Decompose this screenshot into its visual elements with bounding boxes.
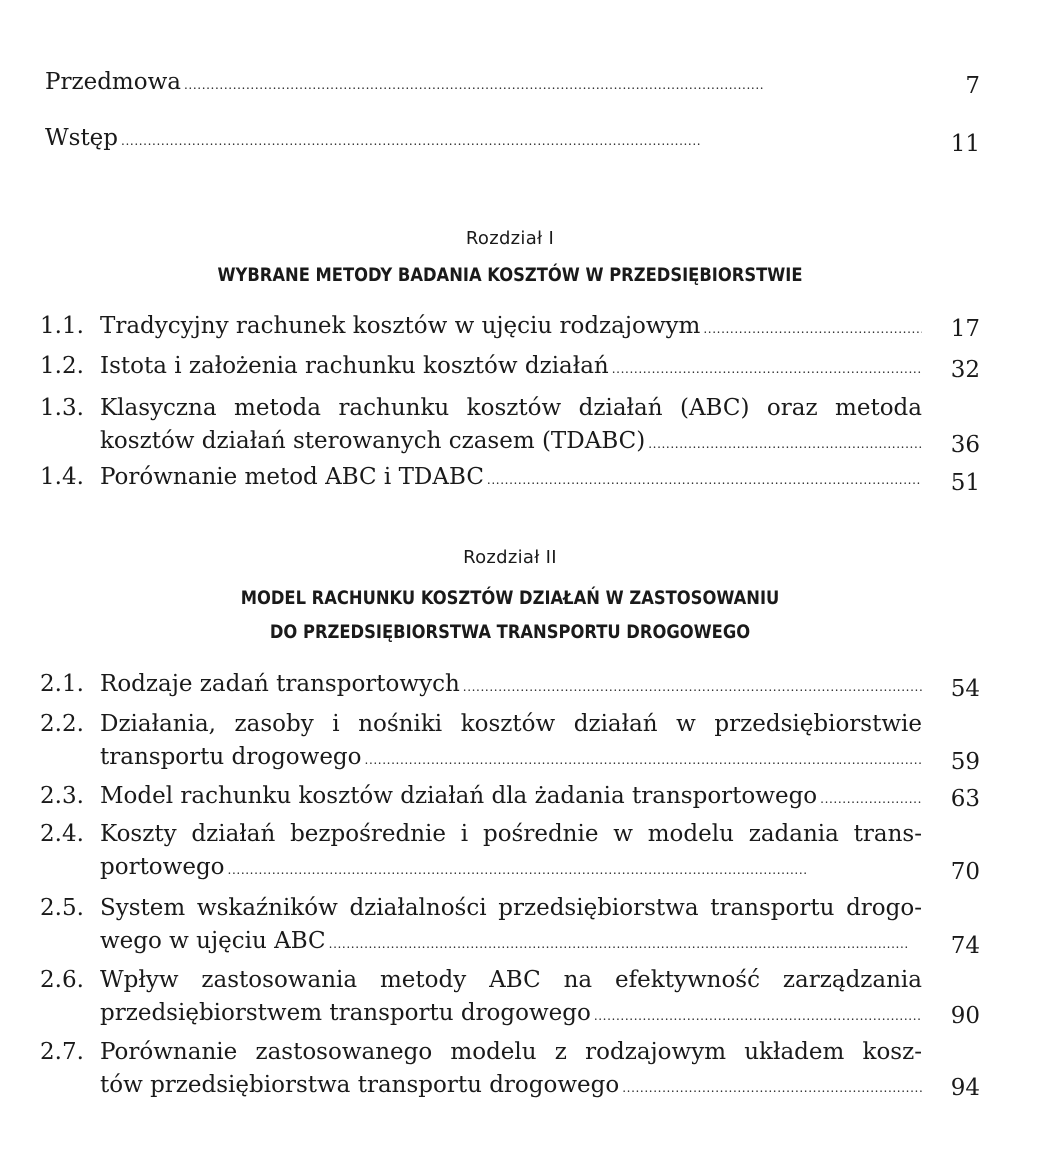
entry-number: 2.7. xyxy=(40,1039,84,1065)
entry-title: portowego xyxy=(100,854,225,880)
chapter-2-label: Rozdział II xyxy=(463,547,557,568)
leader-dots xyxy=(329,934,922,954)
entry-title: transportu drogowego xyxy=(100,744,362,770)
entry-number: 2.4. xyxy=(40,821,84,847)
entry-title: tów przedsiębiorstwa transportu drogowego xyxy=(100,1072,620,1098)
leader-dots xyxy=(594,1006,922,1026)
entry-title-line: System wskaźników działalności przedsiębiorstwa transportu drogo- xyxy=(100,895,922,921)
entry-title: wego w ujęciu ABC xyxy=(100,928,326,954)
entry-number: 2.6. xyxy=(40,967,84,993)
entry-number: 1.3. xyxy=(40,395,84,421)
entry-number: 2.2. xyxy=(40,711,84,737)
leader-dots xyxy=(703,319,922,339)
entry-title-line: Porównanie zastosowanego modelu z rodzajowym układem kosz- xyxy=(100,1039,922,1065)
chapter-1-label: Rozdział I xyxy=(465,228,555,249)
entry-page-number: 63 xyxy=(950,786,980,812)
entry-number: 2.3. xyxy=(40,783,84,809)
leader-dots xyxy=(121,131,922,151)
entry-title-line: Koszty działań bezpośrednie i pośrednie w modelu zadania trans- xyxy=(100,821,922,847)
entry-title-line: Klasyczna metoda rachunku kosztów działań (ABC) oraz metoda xyxy=(100,395,922,421)
entry-page-number: 94 xyxy=(950,1075,980,1101)
leader-dots xyxy=(648,434,922,454)
entry-page-number: 51 xyxy=(950,470,980,496)
entry-page-number: 70 xyxy=(950,859,980,885)
entry-title: Tradycyjny rachunek kosztów w ujęciu rodzajowym xyxy=(100,313,701,339)
entry-title: Model rachunku kosztów działań dla żadania transportowego xyxy=(100,783,818,809)
entry-title-line: Wpływ zastosowania metody ABC na efektywność zarządzania xyxy=(100,967,922,993)
chapter-1-title: WYBRANE METODY BADANIA KOSZTÓW W PRZEDSIĘBIORSTWIE xyxy=(217,264,803,286)
entry-title: Porównanie metod ABC i TDABC xyxy=(100,464,484,490)
entry-title: przedsiębiorstwem transportu drogowego xyxy=(100,1000,591,1026)
entry-number: 2.5. xyxy=(40,895,84,921)
entry-page-number: 74 xyxy=(950,933,980,959)
chapter-2-title-line-2: DO PRZEDSIĘBIORSTWA TRANSPORTU DROGOWEGO xyxy=(269,621,751,643)
entry-page-number: 54 xyxy=(950,676,980,702)
entry-page-number: 17 xyxy=(950,316,980,342)
entry-title: Wstęp xyxy=(45,125,119,151)
entry-title: Rodzaje zadań transportowych xyxy=(100,671,460,697)
leader-dots xyxy=(365,750,922,770)
leader-dots xyxy=(463,677,922,697)
entry-page-number: 7 xyxy=(965,73,980,99)
entry-title: Przedmowa xyxy=(45,69,181,95)
leader-dots xyxy=(184,75,922,95)
entry-number: 2.1. xyxy=(40,671,84,697)
entry-number: 1.2. xyxy=(40,353,84,379)
entry-title: kosztów działań sterowanych czasem (TDABC) xyxy=(100,428,646,454)
entry-title: Istota i założenia rachunku kosztów działań xyxy=(100,353,609,379)
entry-page-number: 59 xyxy=(950,749,980,775)
leader-dots xyxy=(487,470,922,490)
entry-page-number: 32 xyxy=(950,357,980,383)
leader-dots xyxy=(228,860,922,880)
chapter-2-title-line-1: MODEL RACHUNKU KOSZTÓW DZIAŁAŃ W ZASTOSOWANIU xyxy=(240,587,780,609)
leader-dots xyxy=(612,359,922,379)
leader-dots xyxy=(622,1078,922,1098)
entry-page-number: 90 xyxy=(950,1003,980,1029)
entry-number: 1.4. xyxy=(40,464,84,490)
entry-page-number: 11 xyxy=(950,131,980,157)
leader-dots xyxy=(820,789,922,809)
entry-number: 1.1. xyxy=(40,313,84,339)
entry-page-number: 36 xyxy=(950,432,980,458)
entry-title-line: Działania, zasoby i nośniki kosztów działań w przedsiębiorstwie xyxy=(100,711,922,737)
